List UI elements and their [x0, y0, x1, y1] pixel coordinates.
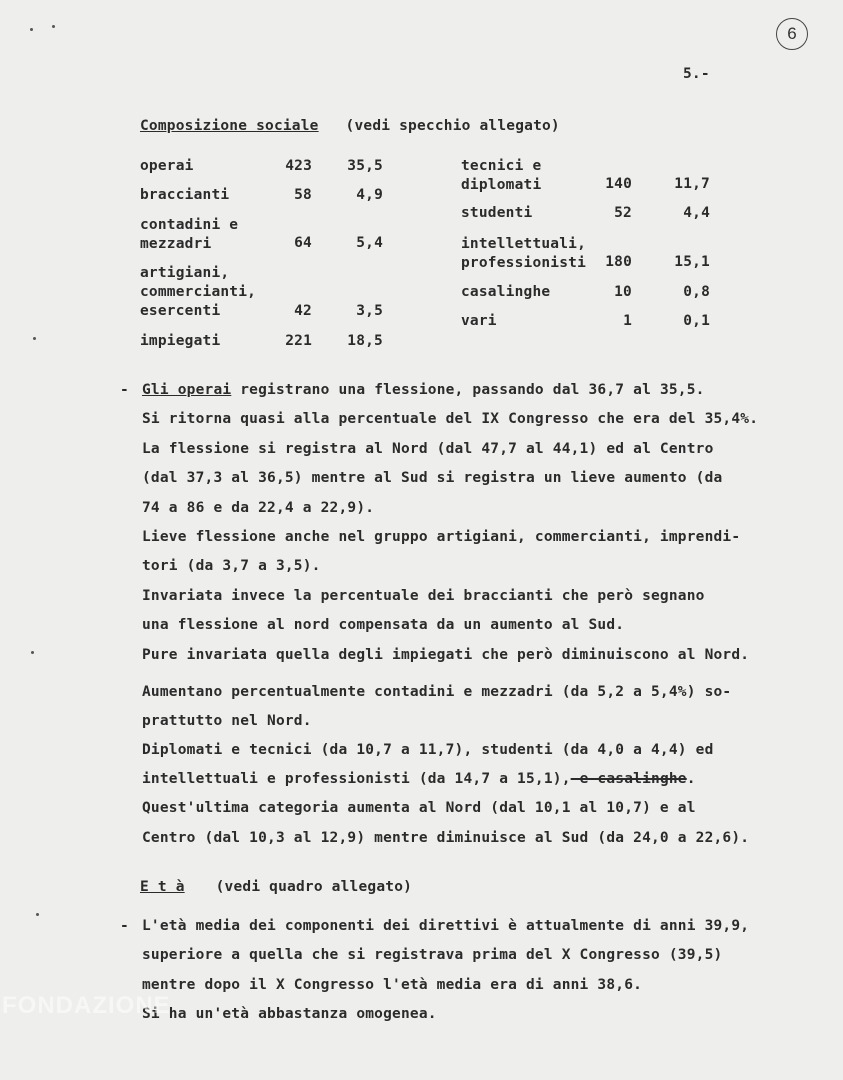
paragraph-line: [142, 771, 696, 787]
bullet-dash: -: [120, 382, 129, 398]
line-main: intellettuali e professionisti (da 14,7 a 15,1),: [142, 771, 571, 787]
paragraph-line: Diplomati e tecnici (da 10,7 a 11,7), studenti (da 4,0 a 4,4) ed: [142, 742, 714, 758]
section-note: (vedi specchio allegato): [345, 118, 560, 134]
row-percent: 0,1: [683, 313, 710, 329]
row-label: studenti: [461, 205, 533, 221]
table-row: [140, 333, 220, 349]
paragraph-line: [142, 382, 705, 398]
row-percent: 0,8: [683, 284, 710, 300]
paragraph-line: Si ritorna quasi alla percentuale del IX Congresso che era del 35,4%.: [142, 411, 759, 427]
margin-dot: [52, 25, 55, 28]
section-note: (vedi quadro allegato): [215, 879, 413, 895]
row-label: mezzadri: [140, 236, 212, 252]
row-label: vari: [461, 313, 497, 329]
paragraph-line: Aumentano percentualmente contadini e mezzadri (da 5,2 a 5,4%) so-: [142, 684, 732, 700]
row-label: commercianti,: [140, 284, 257, 300]
table-row: [140, 158, 194, 174]
table-row: [461, 313, 497, 329]
paragraph-line: prattutto nel Nord.: [142, 713, 312, 729]
paragraph-line: Pure invariata quella degli impiegati che però diminuiscono al Nord.: [142, 647, 750, 663]
paragraph-line: Quest'ultima categoria aumenta al Nord (dal 10,1 al 10,7) e al: [142, 800, 696, 816]
table-row: [140, 264, 256, 321]
row-label: esercenti: [140, 303, 221, 319]
row-percent: 18,5: [347, 333, 383, 349]
row-label: intellettuali,: [461, 236, 587, 252]
paragraph-line: La flessione si registra al Nord (dal 47,7 al 44,1) ed al Centro: [142, 441, 714, 457]
row-percent: 5,4: [356, 235, 383, 251]
table-row: [461, 284, 550, 300]
margin-dot: [31, 651, 34, 654]
paragraph-line: Centro (dal 10,3 al 12,9) mentre diminuisce al Sud (da 24,0 a 22,6).: [142, 830, 750, 846]
row-percent: 15,1: [674, 254, 710, 270]
line-end: .: [686, 771, 696, 787]
line-rest: registrano una flessione, passando dal 36,7 al 35,5.: [231, 382, 705, 398]
paragraph-line: Invariata invece la percentuale dei braccianti che però segnano: [142, 588, 705, 604]
row-percent: 35,5: [347, 158, 383, 174]
table-row: [461, 205, 532, 221]
row-count: 423: [285, 158, 312, 174]
section-heading-age: [140, 879, 412, 895]
table-row: [140, 187, 229, 203]
paragraph-line: Si ha un'età abbastanza omogenea.: [142, 1006, 437, 1022]
section-heading-composition: [140, 118, 560, 134]
struck-text: e casalinghe: [570, 771, 687, 787]
page-mark: 6: [776, 18, 808, 50]
paragraph-line: superiore a quella che si registrava prima del X Congresso (39,5): [142, 947, 723, 963]
bullet-dash: -: [120, 918, 129, 934]
row-label: professionisti: [461, 255, 587, 271]
paragraph-line: tori (da 3,7 a 3,5).: [142, 558, 321, 574]
paragraph-line: una flessione al nord compensata da un aumento al Sud.: [142, 617, 625, 633]
row-count: 221: [285, 333, 312, 349]
row-label: artigiani,: [140, 265, 230, 281]
paragraph-line: Lieve flessione anche nel gruppo artigiani, commercianti, imprendi-: [142, 529, 741, 545]
table-row: [461, 157, 541, 195]
section-title: Composizione sociale: [140, 118, 319, 134]
row-count: 180: [605, 254, 632, 270]
table-row: [461, 235, 586, 273]
row-percent: 3,5: [356, 303, 383, 319]
row-count: 64: [294, 235, 312, 251]
row-count: 1: [623, 313, 632, 329]
margin-dot: [30, 28, 33, 31]
row-count: 140: [605, 176, 632, 192]
row-count: 42: [294, 303, 312, 319]
row-label: contadini e: [140, 217, 239, 233]
table-row: [140, 216, 238, 254]
paragraph-line: mentre dopo il X Congresso l'età media era di anni 38,6.: [142, 977, 643, 993]
margin-dot: [36, 913, 39, 916]
row-label: diplomati: [461, 177, 542, 193]
row-label: braccianti: [140, 187, 230, 203]
lead-underlined: Gli operai: [142, 382, 232, 398]
row-label: tecnici e: [461, 158, 542, 174]
row-label: casalinghe: [461, 284, 551, 300]
row-count: 52: [614, 205, 632, 221]
row-label: operai: [140, 158, 194, 174]
row-count: 58: [294, 187, 312, 203]
section-title: E t à: [140, 879, 185, 895]
page-number: 5.-: [683, 66, 710, 82]
row-percent: 4,9: [356, 187, 383, 203]
margin-dot: [33, 337, 36, 340]
row-percent: 4,4: [683, 205, 710, 221]
row-label: impiegati: [140, 333, 221, 349]
paragraph-line: (dal 37,3 al 36,5) mentre al Sud si registra un lieve aumento (da: [142, 470, 723, 486]
row-percent: 11,7: [674, 176, 710, 192]
row-count: 10: [614, 284, 632, 300]
paragraph-line: 74 a 86 e da 22,4 a 22,9).: [142, 500, 375, 516]
paragraph-line: L'età media dei componenti dei direttivi è attualmente di anni 39,9,: [142, 918, 750, 934]
watermark-logo: FONDAZIONE: [2, 992, 171, 1019]
